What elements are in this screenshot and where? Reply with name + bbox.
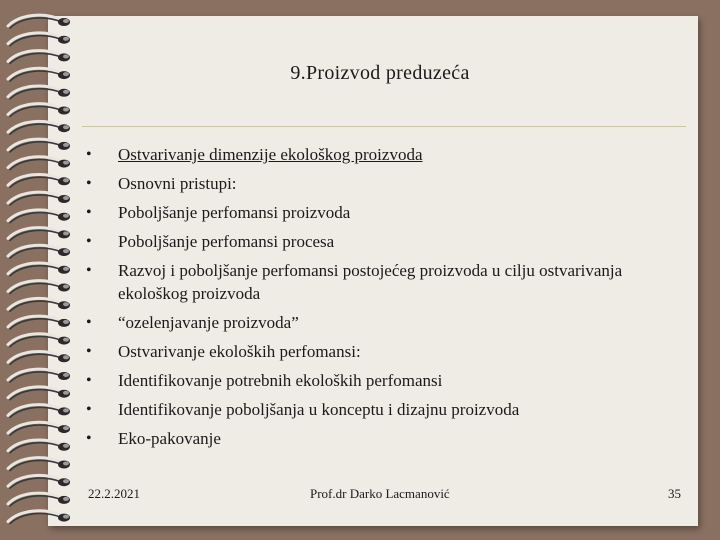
binding-ring-tip (63, 161, 69, 165)
bullet-item: • Osnovni pristupi: (86, 174, 237, 193)
binding-ring-tip (63, 108, 69, 112)
binding-ring-tip (63, 479, 69, 483)
bullet-icon: • (86, 233, 92, 250)
binding-ring-tip (63, 178, 69, 182)
binding-ring-tip (63, 320, 69, 324)
bullet-icon: • (86, 430, 92, 447)
bullet-icon: • (86, 175, 92, 192)
bullet-item: • Identifikovanje potrebnih ekoloških perfomansi (86, 371, 443, 390)
bullet-item: • Razvoj i poboljšanje perfomansi postojećeg proizvoda u cilju ostvarivanja ekološkog proizvoda (86, 261, 623, 303)
footer-page-number: 35 (668, 486, 681, 501)
title-divider (82, 126, 686, 127)
binding-ring-tip (63, 231, 69, 235)
binding-ring-tip (63, 90, 69, 94)
bullet-icon: • (86, 343, 92, 360)
binding-ring-tip (63, 444, 69, 448)
bullet-icon: • (86, 204, 92, 221)
binding-ring-tip (63, 196, 69, 200)
binding-ring-tip (63, 267, 69, 271)
footer-date: 22.2.2021 (88, 486, 140, 501)
binding-ring-tip (63, 373, 69, 377)
bullet-icon: • (86, 314, 92, 331)
bullet-list (84, 143, 684, 456)
binding-ring-tip (63, 408, 69, 412)
binding-ring-tip (63, 249, 69, 253)
bullet-icon: • (86, 146, 92, 163)
binding-ring-tip (63, 497, 69, 501)
bullet-icon: • (86, 372, 92, 389)
bullet-item: • “ozelenjavanje proizvoda” (86, 313, 299, 332)
binding-ring-tip (63, 143, 69, 147)
bullet-item: • Identifikovanje poboljšanja u konceptu i dizajnu proizvoda (86, 400, 520, 419)
binding-ring-tip (63, 37, 69, 41)
binding-ring-tip (63, 338, 69, 342)
binding-ring-tip (63, 302, 69, 306)
bullet-item: • Eko-pakovanje (86, 429, 221, 448)
binding-ring-tip (63, 391, 69, 395)
bullet-item: • Ostvarivanje dimenzije ekološkog proizvoda (86, 145, 423, 164)
binding-ring-tip (63, 426, 69, 430)
binding-ring-tip (63, 462, 69, 466)
binding-ring-tip (63, 515, 69, 519)
spiral-binding-icon (0, 8, 80, 528)
bullet-item: • Poboljšanje perfomansi proizvoda (86, 203, 351, 222)
binding-ring-tip (63, 285, 69, 289)
bullet-item: • Poboljšanje perfomansi procesa (86, 232, 335, 251)
binding-ring-tip (63, 125, 69, 129)
binding-ring-tip (63, 19, 69, 23)
bullet-item: • Ostvarivanje ekoloških perfomansi: (86, 342, 361, 361)
footer-author: Prof.dr Darko Lacmanović (310, 486, 450, 501)
bullet-icon: • (86, 401, 92, 418)
binding-ring-tip (63, 54, 69, 58)
bullet-icon: • (86, 262, 92, 279)
binding-ring-tip (63, 214, 69, 218)
binding-ring-tip (63, 355, 69, 359)
slide-title: 9.Proizvod preduzeća (290, 62, 470, 84)
